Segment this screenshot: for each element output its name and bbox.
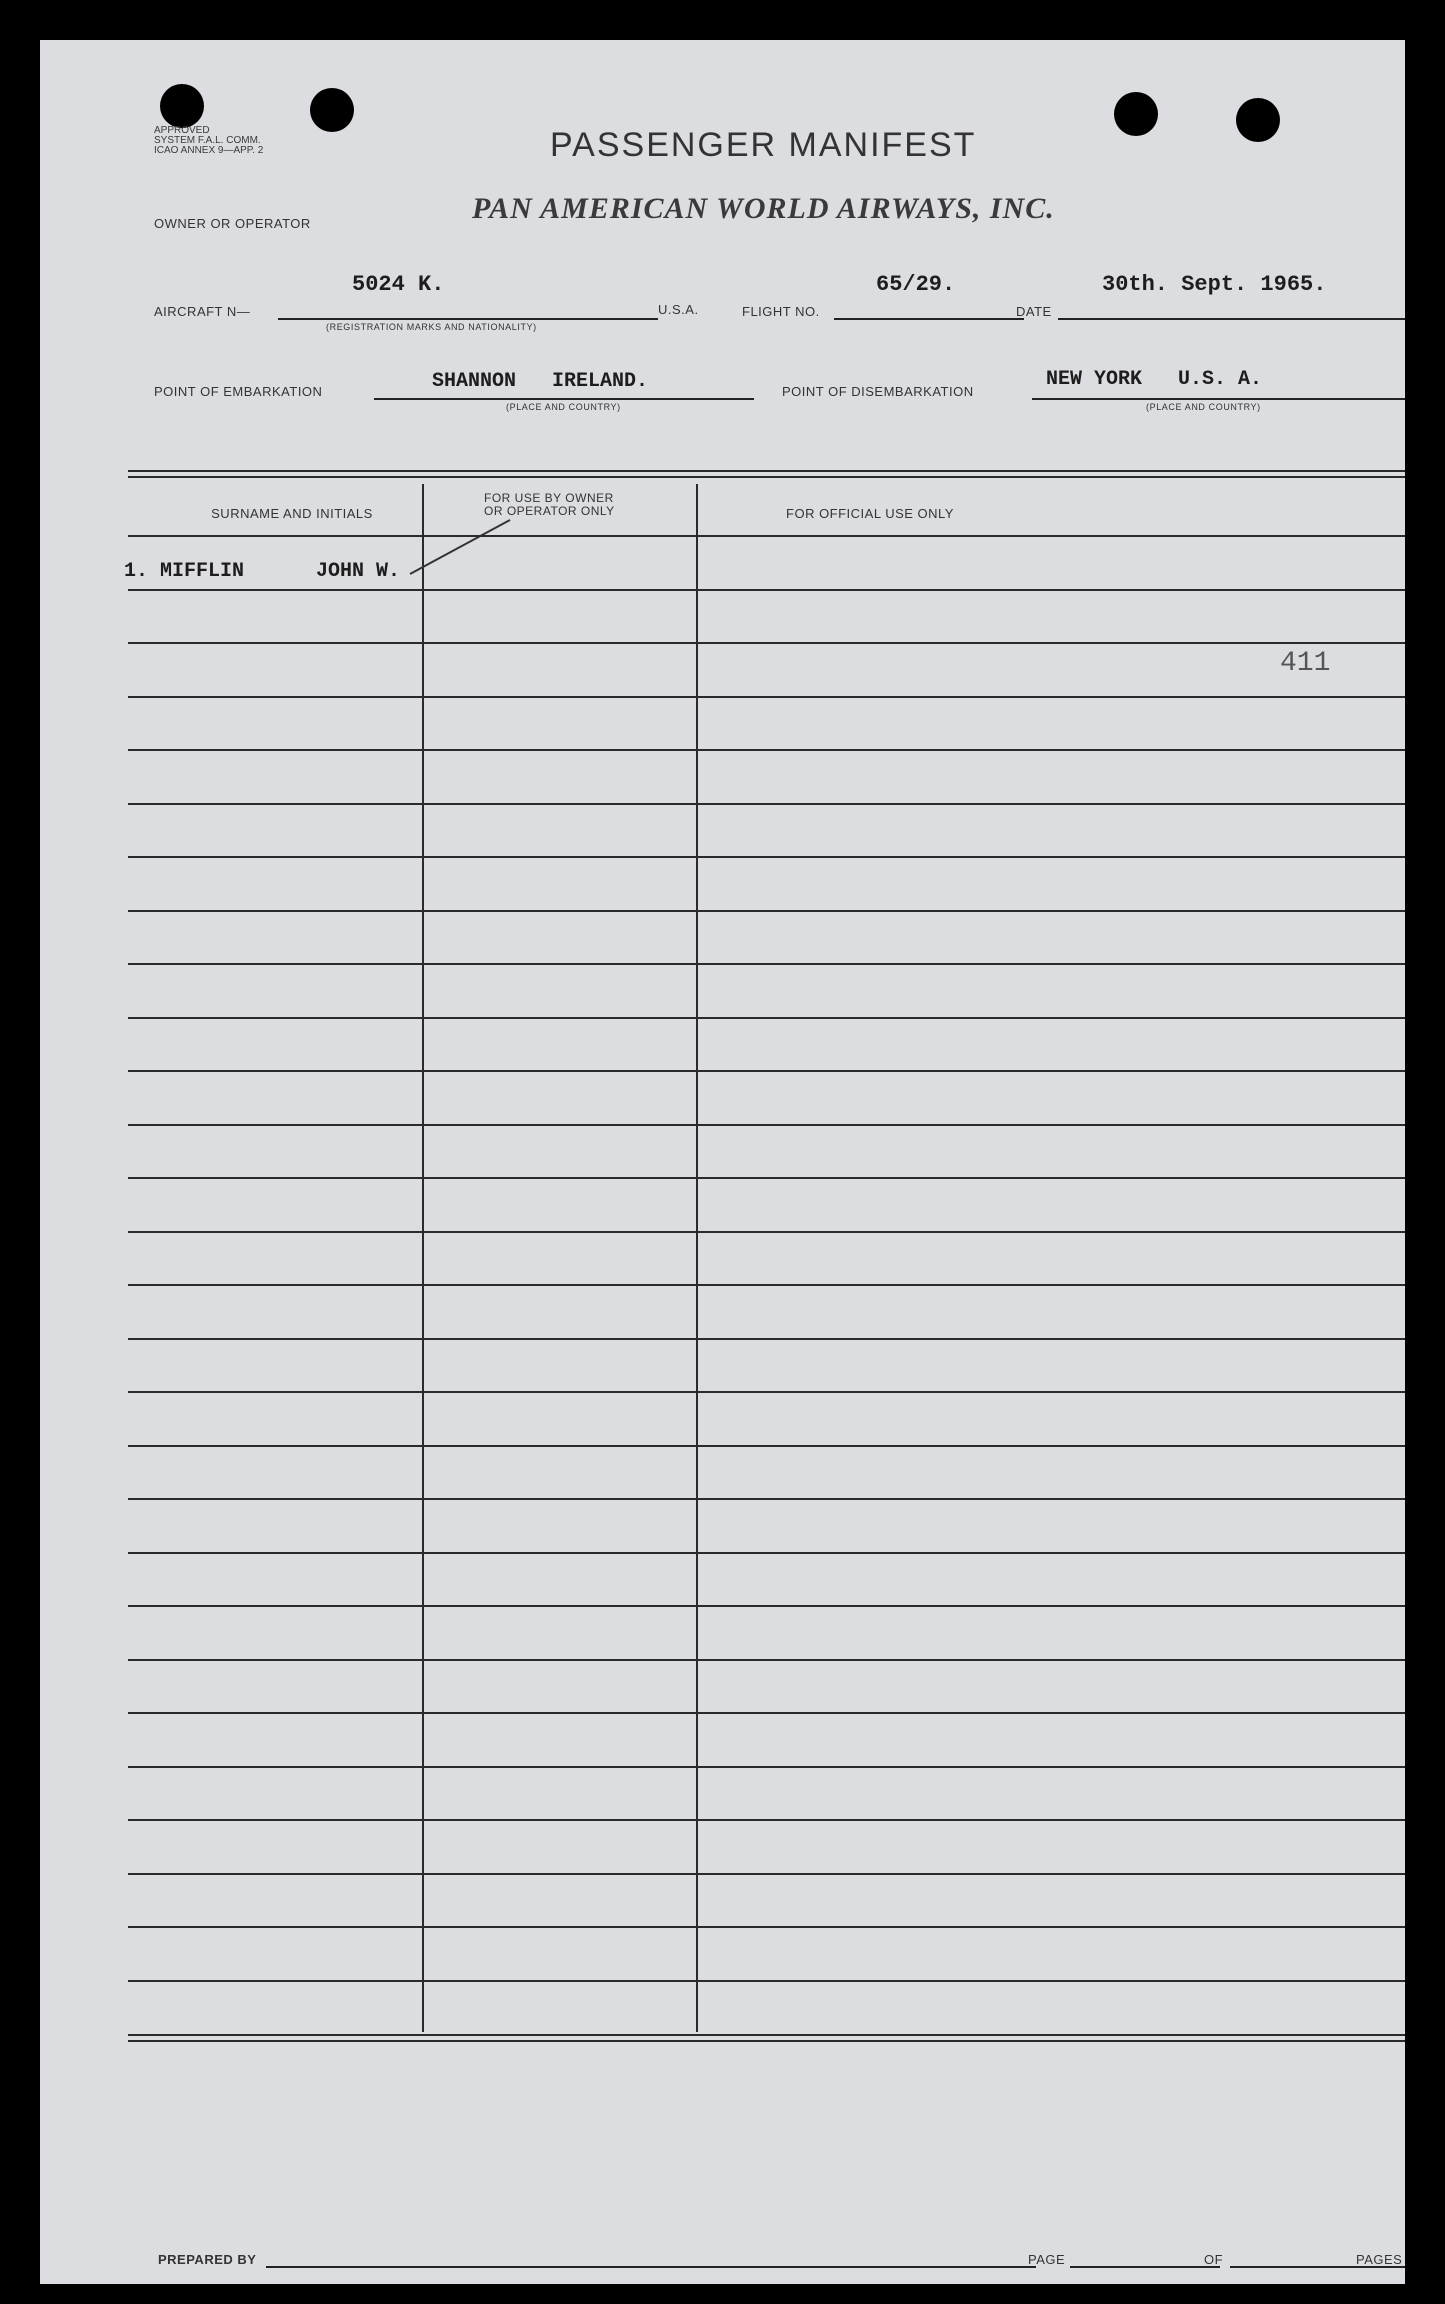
row-rule: [128, 1819, 1405, 1821]
punch-hole: [310, 88, 354, 132]
disembark-value: NEW YORK U.S. A.: [1046, 368, 1263, 391]
approval-line: ICAO ANNEX 9—APP. 2: [154, 145, 264, 156]
embark-underline: [374, 398, 754, 400]
row-rule: [128, 1980, 1405, 1982]
aircraft-label: AIRCRAFT N—: [154, 304, 251, 319]
column-header-owner: FOR USE BY OWNER OR OPERATOR ONLY: [484, 491, 615, 518]
header-rule-top-double: [128, 476, 1405, 478]
row-rule: [128, 1338, 1405, 1340]
embark-value: SHANNON IRELAND.: [432, 370, 649, 393]
row-rule: [128, 1017, 1405, 1019]
pen-tick-mark: [402, 514, 512, 584]
disembark-label: POINT OF DISEMBARKATION: [782, 384, 974, 399]
table-rule-bottom-double: [128, 2040, 1405, 2042]
row-rule: [128, 1873, 1405, 1875]
registration-note: (REGISTRATION MARKS AND NATIONALITY): [326, 322, 537, 332]
embark-note: (PLACE AND COUNTRY): [506, 402, 621, 412]
row-rule: [128, 1124, 1405, 1126]
row-rule: [128, 1712, 1405, 1714]
manifest-page: [40, 40, 1405, 2284]
row-rule: [128, 642, 1405, 644]
passenger-row-1: 1. MIFFLIN JOHN W.: [124, 560, 401, 583]
flight-no-value: 65/29.: [876, 272, 956, 297]
pages-label: PAGES: [1356, 2252, 1403, 2267]
page-label: PAGE: [1028, 2252, 1066, 2267]
column-header-official: FOR OFFICIAL USE ONLY: [786, 506, 954, 521]
row-rule: [128, 1498, 1405, 1500]
punch-hole: [1236, 98, 1280, 142]
row-rule: [128, 1926, 1405, 1928]
owner-label: OWNER OR OPERATOR: [154, 216, 311, 231]
row-rule: [128, 1659, 1405, 1661]
row-rule: [128, 963, 1405, 965]
approval-block: [154, 126, 263, 156]
flight-no-label: FLIGHT NO.: [742, 304, 820, 319]
page-title: PASSENGER MANIFEST: [550, 126, 977, 164]
operator-name: PAN AMERICAN WORLD AIRWAYS, INC.: [472, 192, 1055, 225]
embark-label: POINT OF EMBARKATION: [154, 384, 323, 399]
row-rule: [128, 749, 1405, 751]
row-rule: [128, 696, 1405, 698]
row-rule: [128, 803, 1405, 805]
disembark-note: (PLACE AND COUNTRY): [1146, 402, 1261, 412]
date-label: DATE: [1016, 304, 1052, 319]
date-underline: [1058, 318, 1405, 320]
row-rule: [128, 856, 1405, 858]
row-rule: [128, 1605, 1405, 1607]
header-rule-top: [128, 470, 1405, 472]
aircraft-value: 5024 K.: [352, 272, 445, 297]
row-rule: [128, 1391, 1405, 1393]
row-rule: [128, 589, 1405, 591]
flight-no-underline: [834, 318, 1024, 320]
row-rule: [128, 535, 1405, 537]
prepared-by-line: [266, 2266, 1036, 2268]
approval-line: APPROVED: [154, 125, 210, 136]
column-divider: [696, 484, 698, 2032]
row-rule: [128, 1284, 1405, 1286]
row-rule: [128, 1445, 1405, 1447]
row-rule: [128, 1766, 1405, 1768]
of-label: OF: [1204, 2252, 1224, 2267]
row-rule: [128, 1177, 1405, 1179]
row-rule: [128, 1070, 1405, 1072]
column-divider: [422, 484, 424, 2032]
row-rule: [128, 1231, 1405, 1233]
page-line: [1070, 2266, 1220, 2268]
table-rule-bottom: [128, 2034, 1405, 2036]
punch-hole: [1114, 92, 1158, 136]
column-header-surname: SURNAME AND INITIALS: [211, 506, 373, 521]
row-rule: [128, 1552, 1405, 1554]
prepared-by-label: PREPARED BY: [158, 2252, 257, 2267]
usa-label: U.S.A.: [658, 302, 699, 317]
official-note: 411: [1280, 648, 1331, 679]
date-value: 30th. Sept. 1965.: [1102, 272, 1327, 297]
punch-hole: [160, 84, 204, 128]
disembark-underline: [1032, 398, 1405, 400]
approval-line: SYSTEM F.A.L. COMM.: [154, 135, 261, 146]
aircraft-underline: [278, 318, 658, 320]
row-rule: [128, 910, 1405, 912]
